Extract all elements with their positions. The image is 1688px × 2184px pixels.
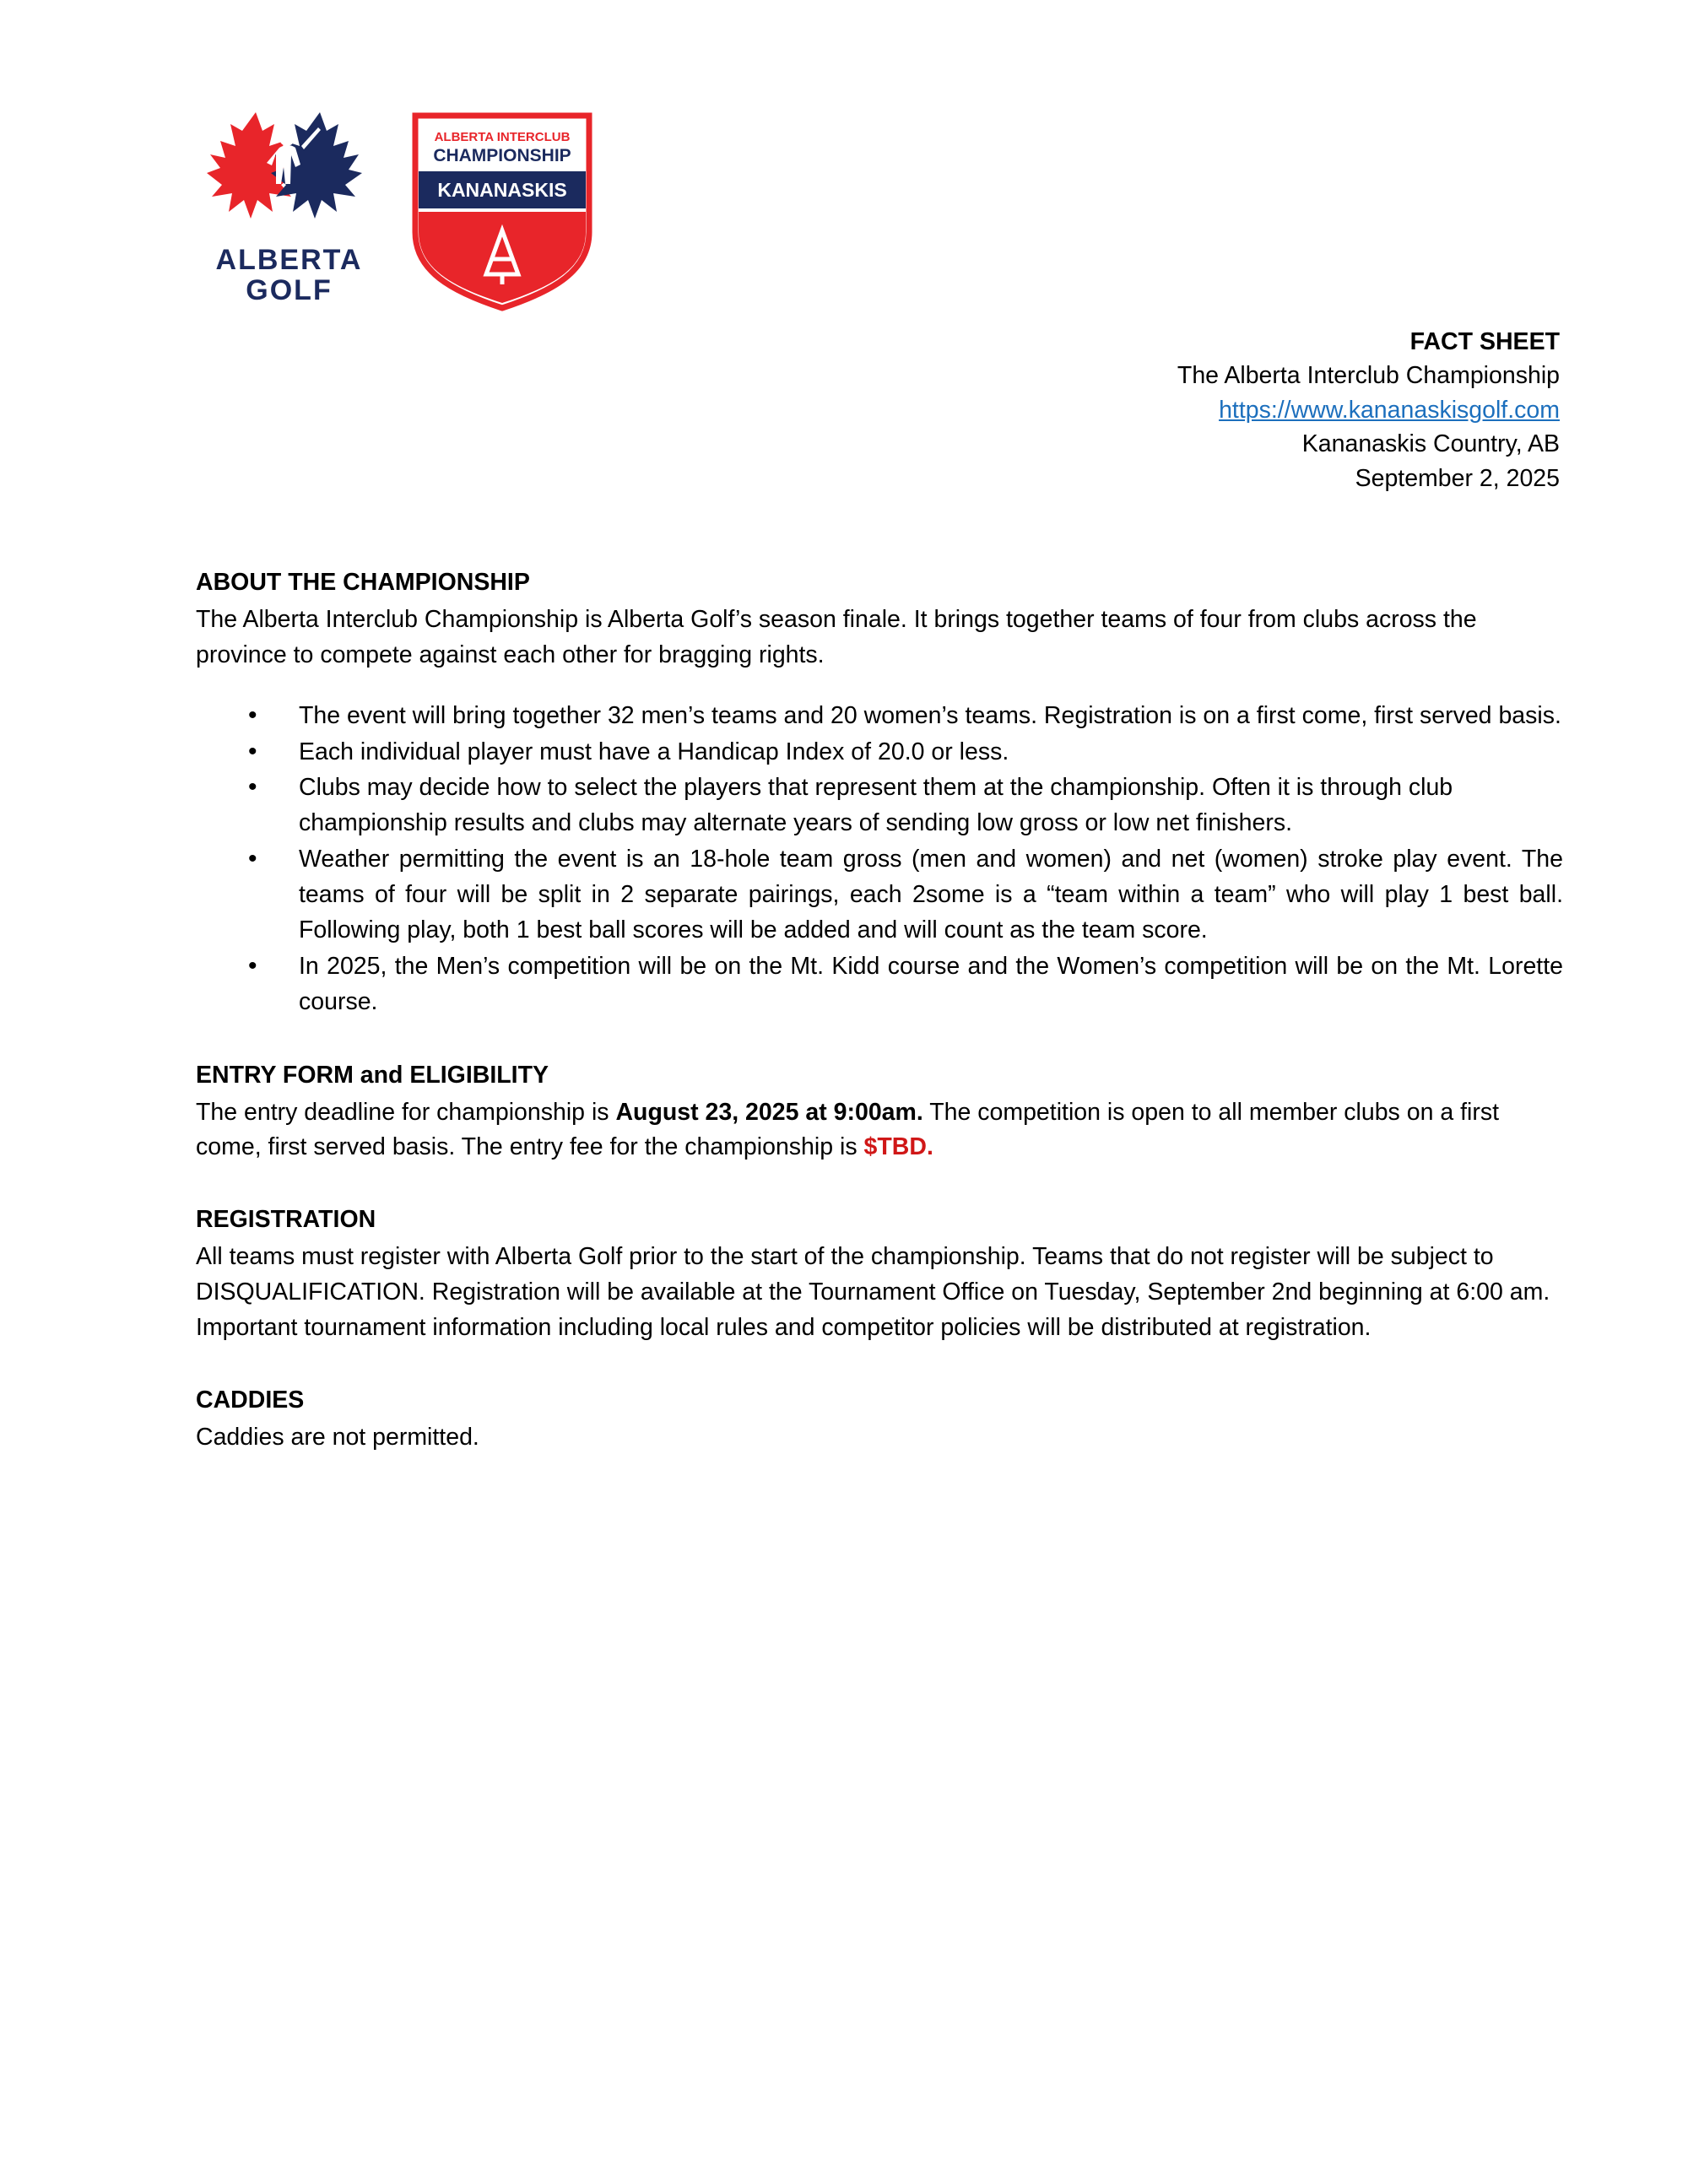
- list-item: • In 2025, the Men’s competition will be on the Mt. Kidd course and the Women’s competition will be on the Mt. Lorette course.: [196, 949, 1563, 1020]
- event-name: The Alberta Interclub Championship: [1177, 362, 1560, 390]
- list-item: • Each individual player must have a Handicap Index of 20.0 or less.: [196, 735, 1563, 770]
- alberta-golf-wordmark: [207, 246, 371, 305]
- section-heading-registration: REGISTRATION: [196, 1206, 376, 1234]
- event-location: Kananaskis Country, AB: [1301, 430, 1560, 458]
- entry-deadline: August 23, 2025 at 9:00am.: [615, 1098, 923, 1126]
- kananaskis-championship-crest: [405, 105, 599, 316]
- alberta-golf-wordmark-line2: GOLF: [246, 273, 333, 306]
- entry-paragraph: [196, 1095, 1563, 1166]
- section-heading-caddies: CADDIES: [196, 1386, 305, 1414]
- section-heading-about: ABOUT THE CHAMPIONSHIP: [196, 569, 530, 596]
- list-item: • Weather permitting the event is an 18-hole team gross (men and women) and net (women) stroke play event. The teams of four will be split in 2 separate pairings, each 2some is a “team within a team” who will play 1 best ball. Following play, both 1 best ball scores will be added and will count as the team score.: [196, 842, 1563, 949]
- fact-sheet-heading-block: [1177, 325, 1560, 495]
- entry-text-part2: The competition is open to all member clubs on a first come, first served basis. The entry fee for the championship is: [196, 1098, 1500, 1161]
- fact-sheet-title: FACT SHEET: [1409, 328, 1560, 355]
- alberta-golf-wordmark-line1: ALBERTA: [215, 244, 363, 276]
- registration-paragraph: All teams must register with Alberta Golf prior to the start of the championship. Teams that do not register will be subject to DISQUALIFICATION. Registration will be available at the Tournament Office on Tuesday, September 2nd beginning at 6:00 am. Important tournament information including local rules and competitor policies will be distributed at registration.: [196, 1243, 1550, 1342]
- section-heading-entry: ENTRY FORM and ELIGIBILITY: [196, 1061, 549, 1089]
- about-bullet-list: [196, 699, 1563, 1020]
- list-item: • The event will bring together 32 men’s teams and 20 women’s teams. Registration is on a first come, first served basis.: [196, 699, 1563, 734]
- document-header: [0, 0, 1688, 306]
- logo-group: [207, 105, 599, 316]
- event-website-link[interactable]: https://www.kananaskisgolf.com: [1219, 396, 1560, 424]
- entry-fee: $TBD.: [863, 1133, 933, 1161]
- document-body: [196, 565, 1563, 1456]
- entry-text-part1: The entry deadline for championship is: [196, 1098, 616, 1126]
- svg-text:KANANASKIS: KANANASKIS: [437, 179, 567, 201]
- alberta-golf-logo: [207, 105, 371, 305]
- event-date: September 2, 2025: [1355, 464, 1560, 492]
- list-item: • Clubs may decide how to select the players that represent them at the championship. Often it is through club championship results and clubs may alternate years of sending low gross or low net finishers.: [196, 770, 1563, 841]
- caddies-paragraph: Caddies are not permitted.: [196, 1423, 479, 1451]
- svg-text:ALBERTA INTERCLUB: ALBERTA INTERCLUB: [434, 130, 571, 144]
- about-intro-paragraph: The Alberta Interclub Championship is Alberta Golf’s season finale. It brings together teams of four from clubs across the province to compete against each other for bragging rights.: [196, 605, 1477, 668]
- maple-leaves-icon: [207, 105, 371, 241]
- svg-text:CHAMPIONSHIP: CHAMPIONSHIP: [433, 146, 571, 165]
